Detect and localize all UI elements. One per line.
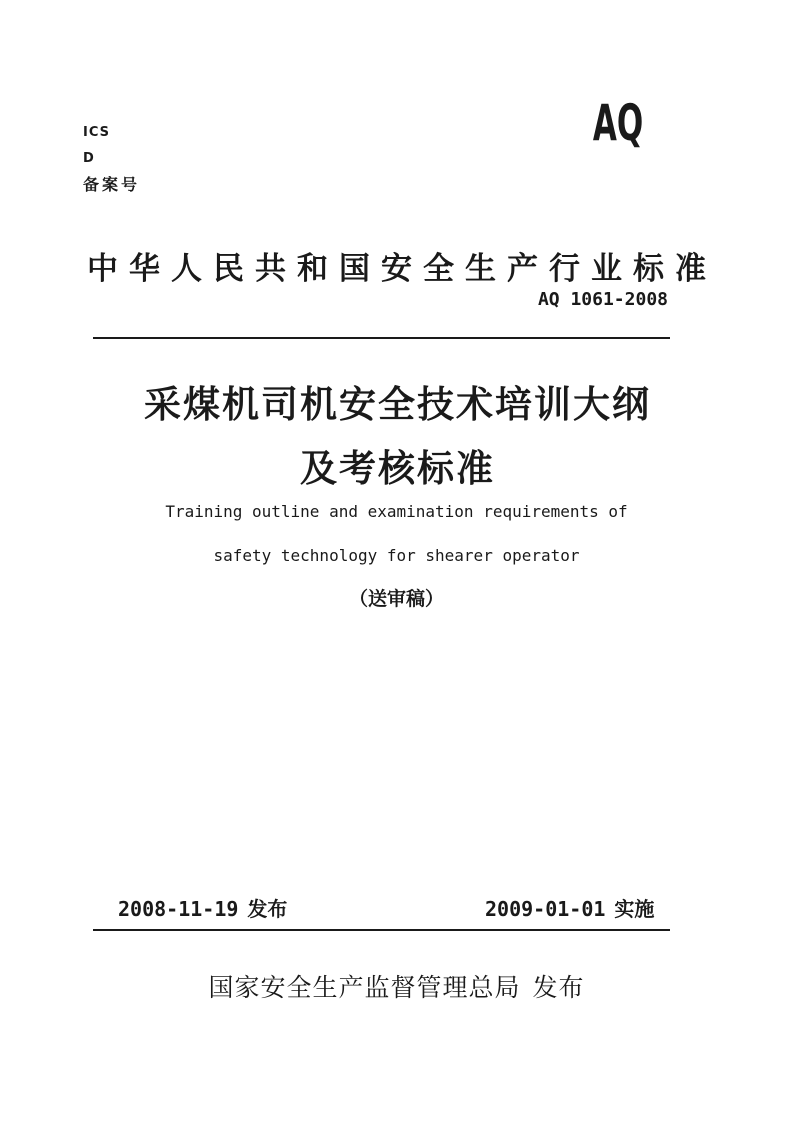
draft-note-text: （送审稿）: [348, 588, 444, 610]
bottom-divider-rule: [93, 929, 670, 931]
classification-code: D: [83, 151, 95, 166]
english-title-line2-text: safety technology for shearer operator: [213, 546, 580, 565]
publisher-name: 国家安全生产监督管理总局: [208, 973, 521, 1002]
standard-title-text: 中华人民共和国安全生产行业标准: [87, 251, 717, 287]
english-title-line1: [0, 502, 793, 521]
document-title-line1: [0, 374, 793, 428]
english-title-line2: [0, 546, 793, 565]
document-title-line1-text: 采煤机司机安全技术培训大纲: [144, 383, 651, 426]
aq-logo: [562, 94, 643, 152]
document-meta-block: [83, 120, 140, 198]
ics-label: ICS: [83, 125, 110, 140]
document-title-line2-text: 及考核标准: [300, 447, 495, 490]
issue-date: 2008-11-19: [118, 897, 239, 921]
effective-date-label: 实施: [614, 897, 655, 921]
publisher-line: [0, 968, 793, 1004]
draft-note: [0, 584, 793, 611]
issue-date-line: [118, 893, 287, 922]
aq-logo-text: AQ: [592, 94, 643, 152]
standard-header: [0, 243, 793, 288]
effective-date: 2009-01-01: [485, 897, 606, 921]
standard-number: AQ 1061-2008: [537, 289, 668, 310]
record-number-label: 备案号: [83, 175, 141, 194]
document-title-line2: [0, 438, 793, 492]
publish-label: 发布: [532, 973, 585, 1002]
top-divider-rule: [93, 337, 670, 339]
issue-date-label: 发布: [247, 897, 288, 921]
english-title-line1-text: Training outline and examination requirements of: [165, 502, 628, 521]
effective-date-line: [485, 893, 654, 922]
